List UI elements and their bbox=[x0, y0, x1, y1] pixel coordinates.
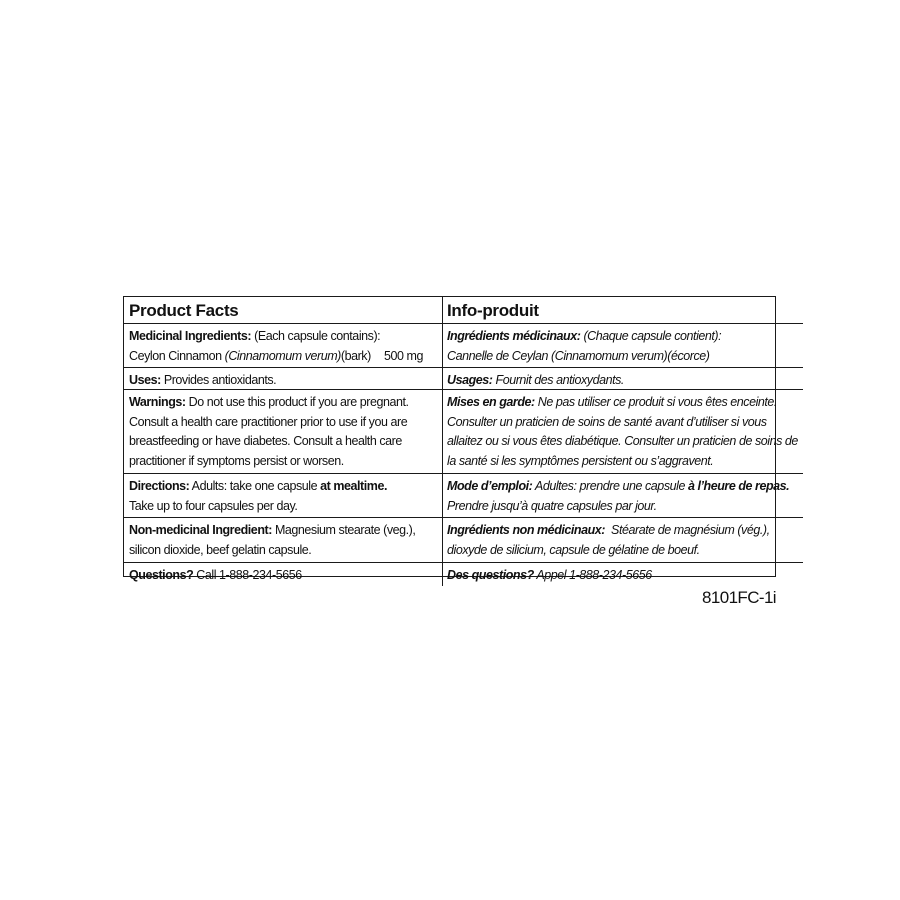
uses-fr bbox=[443, 368, 803, 390]
questions-label-en: Questions? bbox=[129, 568, 194, 582]
non-medicinal-line1-en: Magnesium stearate (veg.), bbox=[271, 523, 416, 537]
non-medicinal-fr bbox=[443, 518, 803, 563]
questions-label-fr: Des questions? bbox=[447, 568, 534, 582]
warnings-en bbox=[124, 390, 443, 474]
non-medicinal-label-en: Non-medicinal Ingredient: bbox=[129, 523, 272, 537]
directions-line2-en: Take up to four capsules per day. bbox=[129, 498, 298, 513]
directions-line1-en: Adults: take one capsule bbox=[189, 479, 321, 493]
directions-fr bbox=[443, 474, 803, 518]
warnings-label-en: Warnings: bbox=[129, 395, 186, 409]
directions-emphasis-en: at mealtime. bbox=[320, 479, 387, 493]
ingredient-dose: 500 mg bbox=[384, 348, 423, 363]
info-produit-title: Info-produit bbox=[443, 297, 803, 324]
uses-label-en: Uses: bbox=[129, 373, 161, 387]
uses-text-en: Provides antioxidants. bbox=[160, 373, 277, 387]
non-medicinal-line1-fr: Stéarate de magnésium (vég.), bbox=[605, 523, 770, 537]
ingredient-row-fr: Cannelle de Ceylan (Cinnamomum verum)(écorce) bbox=[447, 348, 710, 363]
directions-line1-fr: Adultes: prendre une capsule bbox=[532, 479, 688, 493]
non-medicinal-line2-en: silicon dioxide, beef gelatin capsule. bbox=[129, 542, 312, 557]
warnings-line1-fr: Ne pas utiliser ce produit si vous êtes enceinte. bbox=[534, 395, 777, 409]
uses-en bbox=[124, 368, 443, 390]
questions-en bbox=[124, 563, 443, 586]
medicinal-intro-en: (Each capsule contains): bbox=[251, 329, 381, 343]
medicinal-label-en: Medicinal Ingredients: bbox=[129, 329, 252, 343]
warnings-line2-fr: Consulter un praticien de soins de santé avant d’utiliser si vous bbox=[447, 414, 767, 429]
directions-emphasis-fr: à l’heure de repas. bbox=[687, 479, 790, 493]
directions-en bbox=[124, 474, 443, 518]
questions-text-en: Call 1-888-234-5656 bbox=[193, 568, 302, 582]
warnings-line2-en: Consult a health care practitioner prior to use if you are bbox=[129, 414, 408, 429]
non-medicinal-line2-fr: dioxyde de silicium, capsule de gélatine de boeuf. bbox=[447, 542, 700, 557]
ingredient-latin-en: (Cinnamomum verum) bbox=[224, 348, 341, 363]
ingredient-name-en: Ceylon Cinnamon bbox=[129, 348, 225, 363]
directions-label-fr: Mode d’emploi: bbox=[447, 479, 533, 493]
medicinal-label-fr: Ingrédients médicinaux: bbox=[447, 329, 581, 343]
non-medicinal-en bbox=[124, 518, 443, 563]
product-facts-title: Product Facts bbox=[124, 297, 443, 324]
medicinal-ingredients-fr bbox=[443, 324, 803, 368]
medicinal-intro-fr: (Chaque capsule contient): bbox=[580, 329, 722, 343]
uses-text-fr: Fournit des antioxydants. bbox=[492, 373, 624, 387]
warnings-fr bbox=[443, 390, 803, 474]
warnings-line4-fr: la santé si les symptômes persistent ou s’aggravent. bbox=[447, 453, 714, 468]
warnings-label-fr: Mises en garde: bbox=[447, 395, 535, 409]
warnings-line4-en: practitioner if symptoms persist or worsen. bbox=[129, 453, 344, 468]
directions-line2-fr: Prendre jusqu’à quatre capsules par jour. bbox=[447, 498, 657, 513]
questions-fr bbox=[443, 563, 803, 586]
warnings-line1-en: Do not use this product if you are pregnant. bbox=[185, 395, 409, 409]
directions-label-en: Directions: bbox=[129, 479, 190, 493]
product-code: 8101FC-1i bbox=[702, 588, 776, 607]
warnings-line3-en: breastfeeding or have diabetes. Consult a health care bbox=[129, 434, 402, 448]
product-facts-panel bbox=[123, 296, 798, 582]
questions-text-fr: Appel 1-888-234-5656 bbox=[533, 568, 652, 582]
uses-label-fr: Usages: bbox=[447, 373, 493, 387]
warnings-line3-fr: allaitez ou si vous êtes diabétique. Consulter un praticien de soins de bbox=[447, 434, 798, 448]
ingredient-row-en bbox=[129, 347, 437, 367]
medicinal-ingredients-en bbox=[124, 324, 443, 368]
ingredient-part-en: (bark) bbox=[340, 348, 371, 363]
non-medicinal-label-fr: Ingrédients non médicinaux: bbox=[447, 523, 606, 537]
